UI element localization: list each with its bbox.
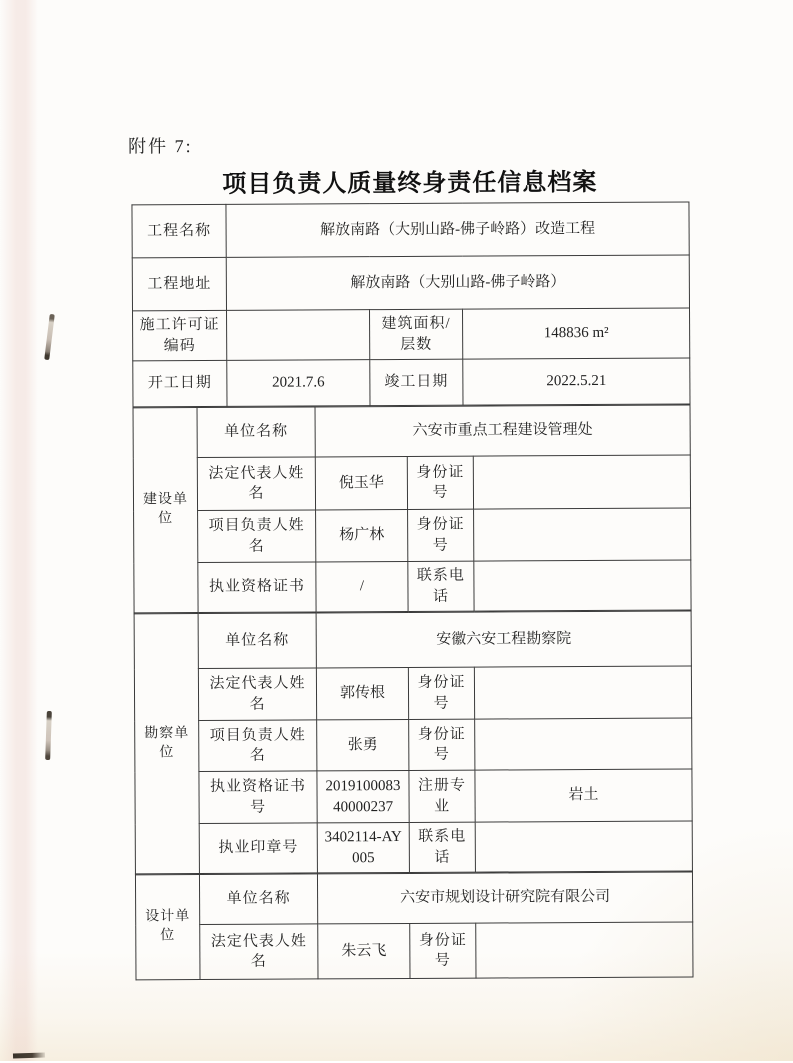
construction-unit-table — [133, 404, 692, 613]
table-row — [133, 358, 690, 407]
practice-seal-no-label: 执业印章号 — [199, 823, 317, 874]
completion-date-value: 2022.5.21 — [463, 358, 690, 405]
table-row — [132, 202, 689, 258]
id-number-label: 身份证号 — [408, 509, 474, 561]
survey-unit-table — [134, 610, 693, 874]
id-number-value — [473, 455, 690, 509]
table-row — [134, 560, 691, 613]
legal-rep-label: 法定代表人姓名 — [200, 924, 318, 980]
table-row — [135, 769, 692, 824]
project-leader-value: 杨广林 — [316, 509, 408, 561]
practice-seal-no-value: 3402114-AY005 — [317, 822, 409, 872]
building-area-label: 建筑面积/层数 — [370, 309, 463, 359]
id-number-value — [476, 922, 693, 978]
unit-name-value: 六安市规划设计研究院有限公司 — [317, 872, 692, 924]
table-row — [134, 508, 691, 563]
unit-name-value: 安徽六安工程勘察院 — [316, 611, 691, 668]
qualification-cert-label: 执业资格证书 — [198, 562, 316, 613]
attachment-label: 附件 7: — [128, 136, 193, 157]
project-address-label: 工程地址 — [132, 257, 226, 310]
id-number-label: 身份证号 — [409, 719, 475, 770]
start-date-value: 2021.7.6 — [227, 360, 370, 407]
survey-unit-header: 勘察单位 — [134, 614, 199, 874]
unit-name-label: 单位名称 — [198, 613, 316, 669]
registered-specialty-label: 注册专业 — [409, 770, 475, 822]
construction-permit-label: 施工许可证编码 — [133, 310, 227, 360]
unit-name-value: 六安市重点工程建设管理处 — [315, 405, 690, 457]
id-number-label: 身份证号 — [410, 923, 476, 978]
qualification-cert-no-value: 201910008340000237 — [317, 770, 409, 822]
info-archive-table — [131, 201, 692, 980]
project-info-table — [131, 201, 690, 407]
contact-phone-value — [474, 560, 691, 611]
design-unit-table — [135, 871, 694, 980]
table-row — [134, 666, 691, 721]
qualification-cert-no-label: 执业资格证书号 — [199, 771, 317, 824]
page-title: 项目负责人质量终身责任信息档案 — [222, 168, 598, 198]
unit-name-label: 单位名称 — [199, 874, 317, 925]
construction-permit-value — [227, 310, 370, 361]
contact-phone-label: 联系电话 — [409, 822, 475, 872]
table-row — [135, 821, 692, 874]
table-row — [133, 455, 690, 511]
legal-rep-value: 倪玉华 — [315, 456, 407, 509]
completion-date-label: 竣工日期 — [370, 359, 463, 405]
legal-rep-label: 法定代表人姓名 — [197, 457, 315, 511]
qualification-cert-value: / — [316, 561, 408, 611]
contact-phone-value — [475, 821, 692, 872]
construction-unit-header: 建设单位 — [133, 408, 198, 613]
building-area-value: 148836 m² — [463, 308, 690, 359]
id-number-label: 身份证号 — [407, 456, 473, 509]
table-row — [135, 718, 692, 772]
id-number-label: 身份证号 — [408, 667, 474, 719]
id-number-value — [474, 508, 691, 561]
project-leader-label: 项目负责人姓名 — [198, 510, 316, 563]
table-row — [134, 611, 691, 669]
registered-specialty-value: 岩土 — [475, 769, 692, 822]
project-name-label: 工程名称 — [132, 204, 226, 257]
project-leader-label: 项目负责人姓名 — [199, 720, 317, 772]
start-date-label: 开工日期 — [133, 360, 227, 406]
design-unit-header: 设计单位 — [135, 875, 200, 980]
project-leader-value: 张勇 — [317, 719, 409, 770]
project-address-value: 解放南路（大别山路-佛子岭路） — [226, 255, 689, 310]
id-number-value — [475, 718, 692, 770]
table-row — [133, 405, 690, 458]
id-number-value — [474, 666, 691, 719]
unit-name-label: 单位名称 — [197, 407, 315, 458]
table-row — [136, 922, 693, 980]
contact-phone-label: 联系电话 — [408, 561, 474, 611]
legal-rep-label: 法定代表人姓名 — [198, 668, 316, 721]
table-row — [133, 308, 690, 361]
table-row — [132, 255, 689, 311]
legal-rep-value: 郭传根 — [316, 667, 408, 719]
project-name-value: 解放南路（大别山路-佛子岭路）改造工程 — [226, 202, 689, 257]
table-row — [135, 872, 692, 925]
legal-rep-value: 朱云飞 — [318, 923, 410, 978]
